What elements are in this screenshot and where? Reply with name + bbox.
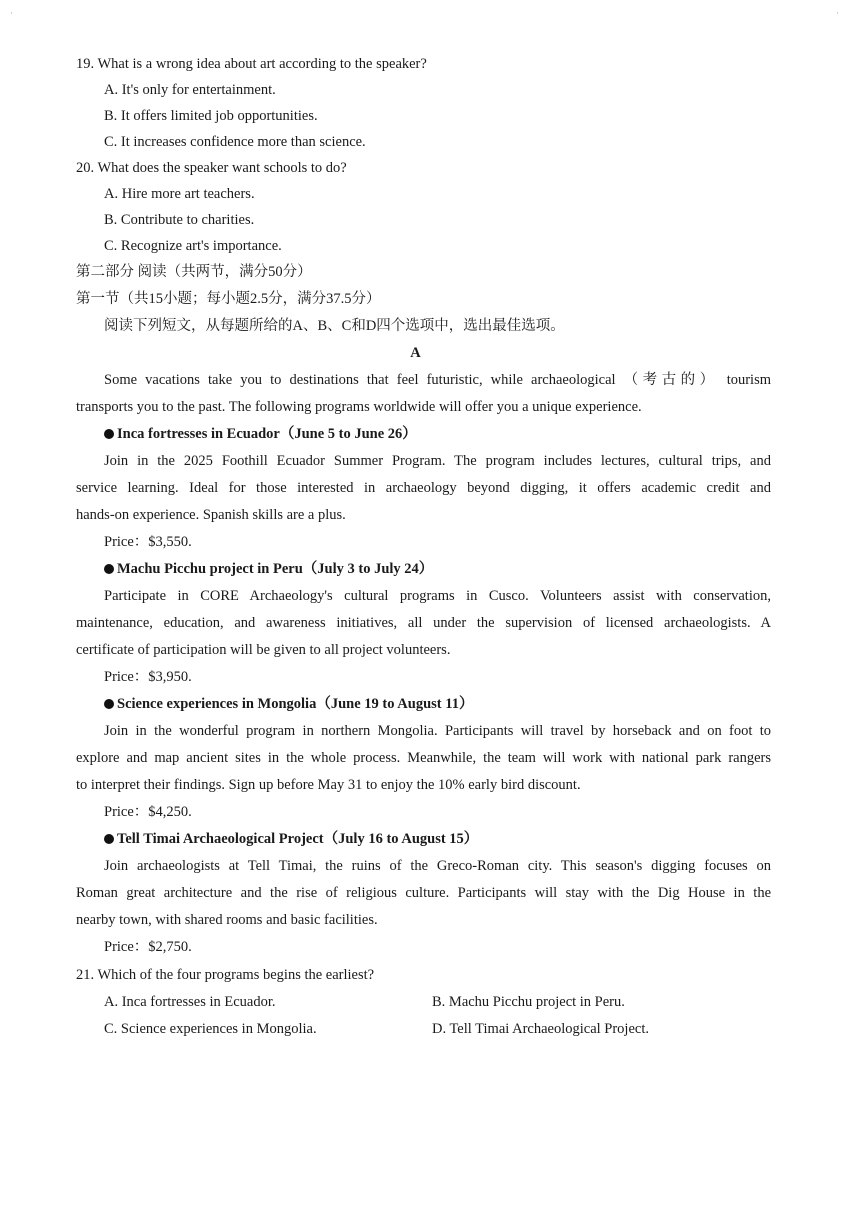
question-21-option-c: C. Science experiences in Mongolia.: [104, 1021, 317, 1037]
program-tell-timai-price: Price：$2,750.: [104, 939, 192, 955]
program-ecuador-line-3: hands-on experience. Spanish skills are a plus.: [76, 507, 346, 523]
question-20-option-c: C. Recognize art's importance.: [104, 238, 282, 254]
section-1-title: 第一节（共15小题；每小题2.5分，满分37.5分）: [76, 291, 381, 307]
program-ecuador-line-1: Join in the 2025 Foothill Ecuador Summer Program. The program includes lectures, cultural trips, and: [104, 453, 771, 469]
program-peru-line-2: maintenance, education, and awareness initiatives, all under the supervision of licensed archaeologists. A: [76, 615, 771, 631]
intro-line-2: transports you to the past. The following programs worldwide will offer you a unique experience.: [76, 399, 642, 415]
part-2-title: 第二部分 阅读（共两节，满分50分）: [76, 264, 312, 280]
program-heading-ecuador: Inca fortresses in Ecuador（June 5 to June 26）: [104, 425, 417, 443]
question-19-option-a: A. It's only for entertainment.: [104, 82, 276, 98]
program-mongolia-line-3: to interpret their findings. Sign up before May 31 to enjoy the 10% early bird discount.: [76, 777, 581, 793]
scan-mark-right: ·: [836, 8, 839, 18]
question-21-option-b: B. Machu Picchu project in Peru.: [432, 994, 625, 1010]
question-19-option-b: B. It offers limited job opportunities.: [104, 108, 318, 124]
question-20-option-b: B. Contribute to charities.: [104, 212, 255, 228]
program-ecuador-line-2: service learning. Ideal for those interested in archaeology beyond digging, it offers academic credit and: [76, 480, 771, 496]
question-21-stem: 21. Which of the four programs begins the earliest?: [76, 967, 375, 983]
question-19-option-c: C. It increases confidence more than science.: [104, 134, 366, 150]
program-ecuador-price: Price：$3,550.: [104, 534, 192, 550]
bullet-icon: [104, 564, 114, 574]
program-peru-line-1: Participate in CORE Archaeology's cultural programs in Cusco. Volunteers assist with conservation,: [104, 588, 771, 604]
program-heading-peru: Machu Picchu project in Peru（July 3 to July 24）: [104, 560, 433, 578]
program-peru-price: Price：$3,950.: [104, 669, 192, 685]
question-20-stem: 20. What does the speaker want schools to do?: [76, 160, 347, 176]
program-tell-timai-line-2: Roman great architecture and the rise of religious culture. Participants will stay with the Dig House in the: [76, 885, 771, 901]
bullet-icon: [104, 699, 114, 709]
scan-mark-left: ·: [10, 8, 13, 18]
reading-instruction: 阅读下列短文，从每题所给的A、B、C和D四个选项中，选出最佳选项。: [104, 318, 565, 334]
program-tell-timai-line-3: nearby town, with shared rooms and basic facilities.: [76, 912, 378, 928]
program-mongolia-line-2: explore and map ancient sites in the whole process. Meanwhile, the team will work with national park rangers: [76, 750, 771, 766]
program-mongolia-price: Price：$4,250.: [104, 804, 192, 820]
intro-line-1: Some vacations take you to destinations that feel futuristic, while archaeological （考古的） tourism: [104, 372, 771, 388]
passage-letter: A: [410, 345, 421, 361]
program-heading-tell-timai: Tell Timai Archaeological Project（July 16 to August 15）: [104, 830, 478, 848]
question-21-option-a: A. Inca fortresses in Ecuador.: [104, 994, 276, 1010]
question-19-stem: 19. What is a wrong idea about art according to the speaker?: [76, 56, 427, 72]
program-tell-timai-line-1: Join archaeologists at Tell Timai, the ruins of the Greco-Roman city. This season's digging focuses on: [104, 858, 771, 874]
question-20-option-a: A. Hire more art teachers.: [104, 186, 255, 202]
bullet-icon: [104, 834, 114, 844]
program-peru-line-3: certificate of participation will be given to all project volunteers.: [76, 642, 451, 658]
bullet-icon: [104, 429, 114, 439]
program-mongolia-line-1: Join in the wonderful program in northern Mongolia. Participants will travel by horseback and on foot to: [104, 723, 771, 739]
question-21-option-d: D. Tell Timai Archaeological Project.: [432, 1021, 649, 1037]
program-heading-mongolia: Science experiences in Mongolia（June 19 to August 11）: [104, 695, 473, 713]
